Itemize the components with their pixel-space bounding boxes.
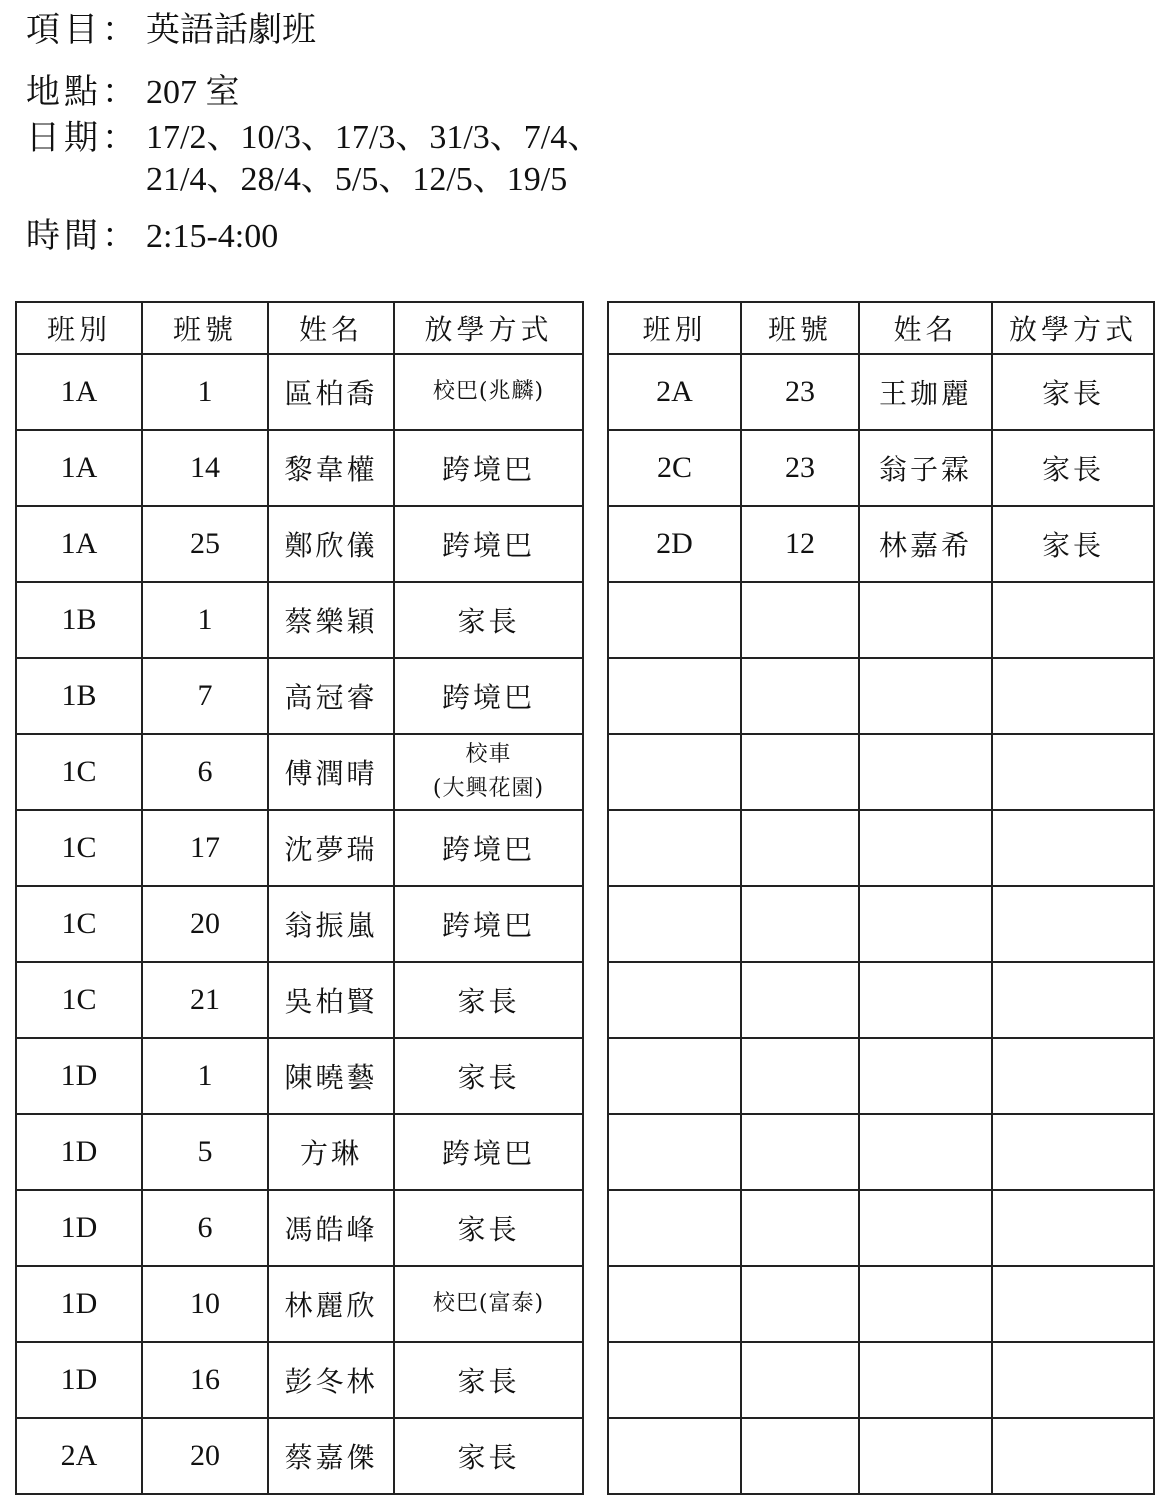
cell-number: 5 — [142, 1114, 268, 1190]
table-row — [608, 1190, 1154, 1266]
table-row — [16, 1114, 583, 1190]
cell-name: 翁振嵐 — [268, 886, 394, 962]
empty-cell — [741, 1418, 859, 1494]
empty-cell — [992, 886, 1154, 962]
empty-cell — [741, 886, 859, 962]
cell-number: 23 — [741, 354, 859, 430]
empty-cell — [859, 734, 992, 810]
header-dismissal: 放學方式 — [394, 302, 583, 354]
empty-cell — [992, 1418, 1154, 1494]
header-name: 姓名 — [268, 302, 394, 354]
cell-class: 1B — [16, 658, 142, 734]
table-row — [608, 1038, 1154, 1114]
table-row — [16, 506, 583, 582]
header-class: 班別 — [608, 302, 741, 354]
empty-cell — [608, 1114, 741, 1190]
empty-cell — [859, 886, 992, 962]
empty-cell — [859, 1114, 992, 1190]
cell-number: 25 — [142, 506, 268, 582]
empty-cell — [992, 1342, 1154, 1418]
empty-cell — [859, 1038, 992, 1114]
table-row — [608, 962, 1154, 1038]
table-header-row — [608, 302, 1154, 354]
cell-name: 鄭欣儀 — [268, 506, 394, 582]
table-row — [16, 886, 583, 962]
empty-cell — [992, 734, 1154, 810]
empty-cell — [992, 1190, 1154, 1266]
empty-cell — [741, 1114, 859, 1190]
empty-cell — [608, 1342, 741, 1418]
empty-cell — [608, 1038, 741, 1114]
table-row — [608, 1342, 1154, 1418]
cell-dismissal: 家長 — [394, 1418, 583, 1494]
empty-cell — [859, 1190, 992, 1266]
table-row — [608, 1266, 1154, 1342]
cell-number: 20 — [142, 886, 268, 962]
cell-dismissal: 校巴(兆麟) — [394, 354, 583, 430]
dates-value-line-2: 21/4、28/4、5/5、12/5、19/5 — [146, 161, 568, 198]
cell-number: 12 — [741, 506, 859, 582]
table-row — [608, 582, 1154, 658]
venue-value: 207 室 — [146, 74, 240, 111]
cell-dismissal: 跨境巴 — [394, 1114, 583, 1190]
cell-class: 1C — [16, 962, 142, 1038]
cell-dismissal-line-2: (大興花園) — [432, 776, 545, 801]
cell-dismissal: 家長 — [992, 506, 1154, 582]
cell-dismissal: 跨境巴 — [394, 886, 583, 962]
empty-cell — [992, 1114, 1154, 1190]
time-label: 時間： — [26, 216, 140, 256]
cell-dismissal: 家長 — [394, 582, 583, 658]
cell-class: 1C — [16, 734, 142, 810]
cell-class: 1D — [16, 1342, 142, 1418]
cell-class: 1D — [16, 1266, 142, 1342]
dates-value-line-1: 17/2、10/3、17/3、31/3、7/4、 — [146, 119, 602, 156]
table-row — [608, 354, 1154, 430]
cell-number: 6 — [142, 734, 268, 810]
cell-number: 21 — [142, 962, 268, 1038]
cell-name: 方琳 — [268, 1114, 394, 1190]
cell-dismissal: 家長 — [394, 1038, 583, 1114]
table-header-row — [16, 302, 583, 354]
empty-cell — [608, 1266, 741, 1342]
venue-label: 地點： — [26, 72, 140, 112]
header-number: 班號 — [142, 302, 268, 354]
cell-number: 10 — [142, 1266, 268, 1342]
left-table-body — [16, 354, 583, 1494]
table-row — [16, 582, 583, 658]
table-row — [16, 1190, 583, 1266]
cell-name: 高冠睿 — [268, 658, 394, 734]
cell-dismissal: 跨境巴 — [394, 506, 583, 582]
cell-class: 1B — [16, 582, 142, 658]
time-line — [26, 216, 278, 257]
cell-class: 1A — [16, 430, 142, 506]
cell-dismissal: 家長 — [394, 962, 583, 1038]
cell-class: 2D — [608, 506, 741, 582]
cell-number: 6 — [142, 1190, 268, 1266]
table-row — [608, 1418, 1154, 1494]
empty-cell — [741, 1190, 859, 1266]
cell-name: 翁子霖 — [859, 430, 992, 506]
empty-cell — [741, 1342, 859, 1418]
header-name: 姓名 — [859, 302, 992, 354]
empty-cell — [741, 582, 859, 658]
cell-number: 1 — [142, 354, 268, 430]
cell-number: 1 — [142, 1038, 268, 1114]
time-value: 2:15-4:00 — [146, 218, 279, 255]
empty-cell — [859, 1266, 992, 1342]
empty-cell — [608, 810, 741, 886]
empty-cell — [608, 1418, 741, 1494]
table-row — [608, 430, 1154, 506]
empty-cell — [992, 1266, 1154, 1342]
cell-class: 2C — [608, 430, 741, 506]
table-row — [16, 354, 583, 430]
table-row — [608, 1114, 1154, 1190]
empty-cell — [992, 582, 1154, 658]
table-row — [16, 962, 583, 1038]
empty-cell — [859, 658, 992, 734]
empty-cell — [859, 962, 992, 1038]
cell-number: 7 — [142, 658, 268, 734]
cell-name: 吳柏賢 — [268, 962, 394, 1038]
right-roster-table — [607, 301, 1155, 1495]
venue-line — [26, 72, 240, 113]
empty-cell — [741, 658, 859, 734]
dates-line — [26, 118, 601, 202]
dates-label: 日期： — [26, 118, 140, 158]
project-line — [26, 10, 316, 51]
cell-dismissal: 跨境巴 — [394, 430, 583, 506]
empty-cell — [992, 1038, 1154, 1114]
cell-dismissal — [394, 734, 583, 810]
header-class: 班別 — [16, 302, 142, 354]
cell-dismissal: 跨境巴 — [394, 810, 583, 886]
cell-class: 1C — [16, 810, 142, 886]
cell-class: 1D — [16, 1114, 142, 1190]
cell-dismissal: 跨境巴 — [394, 658, 583, 734]
empty-cell — [741, 734, 859, 810]
table-row — [16, 1342, 583, 1418]
cell-name: 彭冬林 — [268, 1342, 394, 1418]
empty-cell — [741, 1038, 859, 1114]
cell-name: 蔡嘉傑 — [268, 1418, 394, 1494]
cell-dismissal: 家長 — [394, 1342, 583, 1418]
empty-cell — [608, 658, 741, 734]
empty-cell — [992, 810, 1154, 886]
cell-name: 傅潤晴 — [268, 734, 394, 810]
table-row — [608, 658, 1154, 734]
cell-class: 1D — [16, 1190, 142, 1266]
empty-cell — [608, 962, 741, 1038]
cell-name: 林麗欣 — [268, 1266, 394, 1342]
cell-name: 林嘉希 — [859, 506, 992, 582]
table-row — [608, 886, 1154, 962]
cell-number: 23 — [741, 430, 859, 506]
header-number: 班號 — [741, 302, 859, 354]
cell-class: 1A — [16, 354, 142, 430]
empty-cell — [741, 810, 859, 886]
empty-cell — [859, 1418, 992, 1494]
cell-name: 區柏喬 — [268, 354, 394, 430]
table-row — [16, 810, 583, 886]
empty-cell — [992, 658, 1154, 734]
cell-number: 20 — [142, 1418, 268, 1494]
cell-dismissal-line-1: 校車 — [465, 742, 512, 767]
table-row — [16, 1266, 583, 1342]
empty-cell — [859, 1342, 992, 1418]
cell-class: 2A — [608, 354, 741, 430]
empty-cell — [859, 582, 992, 658]
cell-name: 馮皓峰 — [268, 1190, 394, 1266]
empty-cell — [608, 582, 741, 658]
empty-cell — [608, 734, 741, 810]
empty-cell — [608, 1190, 741, 1266]
project-value: 英語話劇班 — [146, 12, 316, 49]
empty-cell — [741, 1266, 859, 1342]
cell-number: 1 — [142, 582, 268, 658]
cell-class: 1C — [16, 886, 142, 962]
table-row — [16, 1038, 583, 1114]
cell-name: 王珈麗 — [859, 354, 992, 430]
empty-cell — [992, 962, 1154, 1038]
cell-name: 陳曉藝 — [268, 1038, 394, 1114]
cell-dismissal: 校巴(富泰) — [394, 1266, 583, 1342]
table-row — [608, 506, 1154, 582]
left-roster-table — [15, 301, 584, 1495]
cell-dismissal: 家長 — [992, 430, 1154, 506]
empty-cell — [741, 962, 859, 1038]
cell-number: 17 — [142, 810, 268, 886]
table-row — [16, 1418, 583, 1494]
cell-class: 2A — [16, 1418, 142, 1494]
table-row — [16, 430, 583, 506]
cell-number: 14 — [142, 430, 268, 506]
cell-name: 沈夢瑞 — [268, 810, 394, 886]
table-row — [608, 734, 1154, 810]
right-table-body — [608, 354, 1154, 1494]
cell-name: 蔡樂穎 — [268, 582, 394, 658]
cell-class: 1D — [16, 1038, 142, 1114]
cell-number: 16 — [142, 1342, 268, 1418]
empty-cell — [608, 886, 741, 962]
header-dismissal: 放學方式 — [992, 302, 1154, 354]
project-label: 項目： — [26, 10, 140, 50]
cell-dismissal: 家長 — [394, 1190, 583, 1266]
dates-value — [146, 118, 601, 202]
table-row — [16, 734, 583, 810]
cell-class: 1A — [16, 506, 142, 582]
cell-name: 黎韋權 — [268, 430, 394, 506]
table-row — [608, 810, 1154, 886]
empty-cell — [859, 810, 992, 886]
cell-dismissal: 家長 — [992, 354, 1154, 430]
table-row — [16, 658, 583, 734]
